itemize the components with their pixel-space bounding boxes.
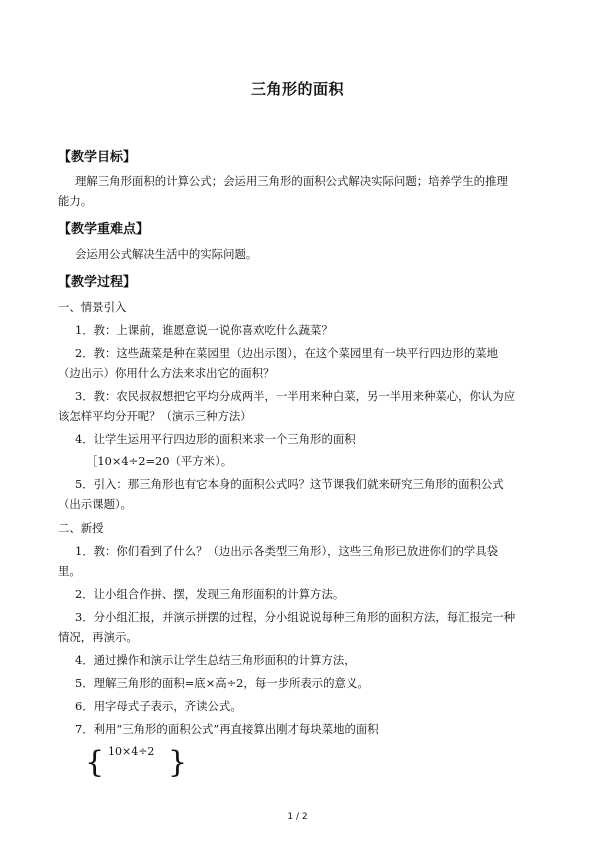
- formula-text: 10×4÷2: [108, 745, 155, 758]
- part2-item1-line2: 里。: [58, 564, 81, 578]
- part2-item5: 5．理解三角形的面积=底×高÷2，每一步所表示的意义。: [75, 676, 369, 690]
- part2-title: 二、新授: [58, 521, 104, 535]
- part1-item2-line1: 2．教：这些蔬菜是种在菜园里（边出示图），在这个菜园里有一块平行四边形的菜地: [75, 346, 499, 360]
- section-heading-key-points: 【教学重难点】: [58, 222, 150, 237]
- part1-item3-line2: 该怎样平均分开呢？（演示三种方法）: [58, 409, 252, 423]
- goals-text-line1: 理解三角形面积的计算公式；会运用三角形的面积公式解决实际问题；培养学生的推理: [75, 174, 508, 188]
- part2-item7: 7．利用“三角形的面积公式”再直接算出刚才每块菜地的面积: [75, 722, 379, 736]
- formula-right-brace: }: [168, 745, 188, 780]
- page-number: 1 / 2: [287, 812, 308, 822]
- part1-item5-line2: （出示课题）。: [58, 497, 133, 511]
- goals-text-line2: 能力。: [58, 194, 93, 208]
- part2-item1-line1: 1．教：你们看到了什么？（边出示各类型三角形），这些三角形已放进你们的学具袋: [75, 544, 499, 558]
- part2-item4: 4．通过操作和演示让学生总结三角形面积的计算方法，: [75, 653, 356, 667]
- part1-item4-line1: 4．让学生运用平行四边形的面积来求一个三角形的面积: [75, 432, 356, 446]
- part1-item5-line1: 5．引入：那三角形也有它本身的面积公式吗？这节课我们就来研究三角形的面积公式: [75, 477, 504, 491]
- part2-item6: 6．用字母式子表示，齐读公式。: [75, 699, 242, 713]
- page-title: 三角形的面积: [250, 80, 344, 98]
- formula-left-brace: {: [85, 745, 105, 780]
- part1-item2-line2: （边出示）你用什么方法来求出它的面积？: [58, 366, 275, 380]
- part1-item3-line1: 3．教：农民叔叔想把它平均分成两半，一半用来种白菜，另一半用来种菜心，你认为应: [75, 389, 516, 403]
- part1-item4-line2: ［10×4÷2=20（平方米）。: [86, 454, 233, 468]
- part1-title: 一、情景引入: [58, 300, 127, 314]
- part2-item3-line1: 3．分小组汇报，并演示拼摆的过程，分小组说说每种三角形的面积方法，每汇报完一种: [75, 610, 516, 624]
- section-heading-goals: 【教学目标】: [58, 150, 137, 165]
- key-points-text: 会运用公式解决生活中的实际问题。: [75, 247, 258, 261]
- section-heading-process: 【教学过程】: [58, 275, 137, 290]
- part1-item1: 1．教：上课前，谁愿意说一说你喜欢吃什么蔬菜？: [75, 323, 333, 337]
- part2-item3-line2: 情况，再演示。: [58, 630, 138, 644]
- part2-item2: 2．让小组合作拼、摆，发现三角形面积的计算方法。: [75, 587, 345, 601]
